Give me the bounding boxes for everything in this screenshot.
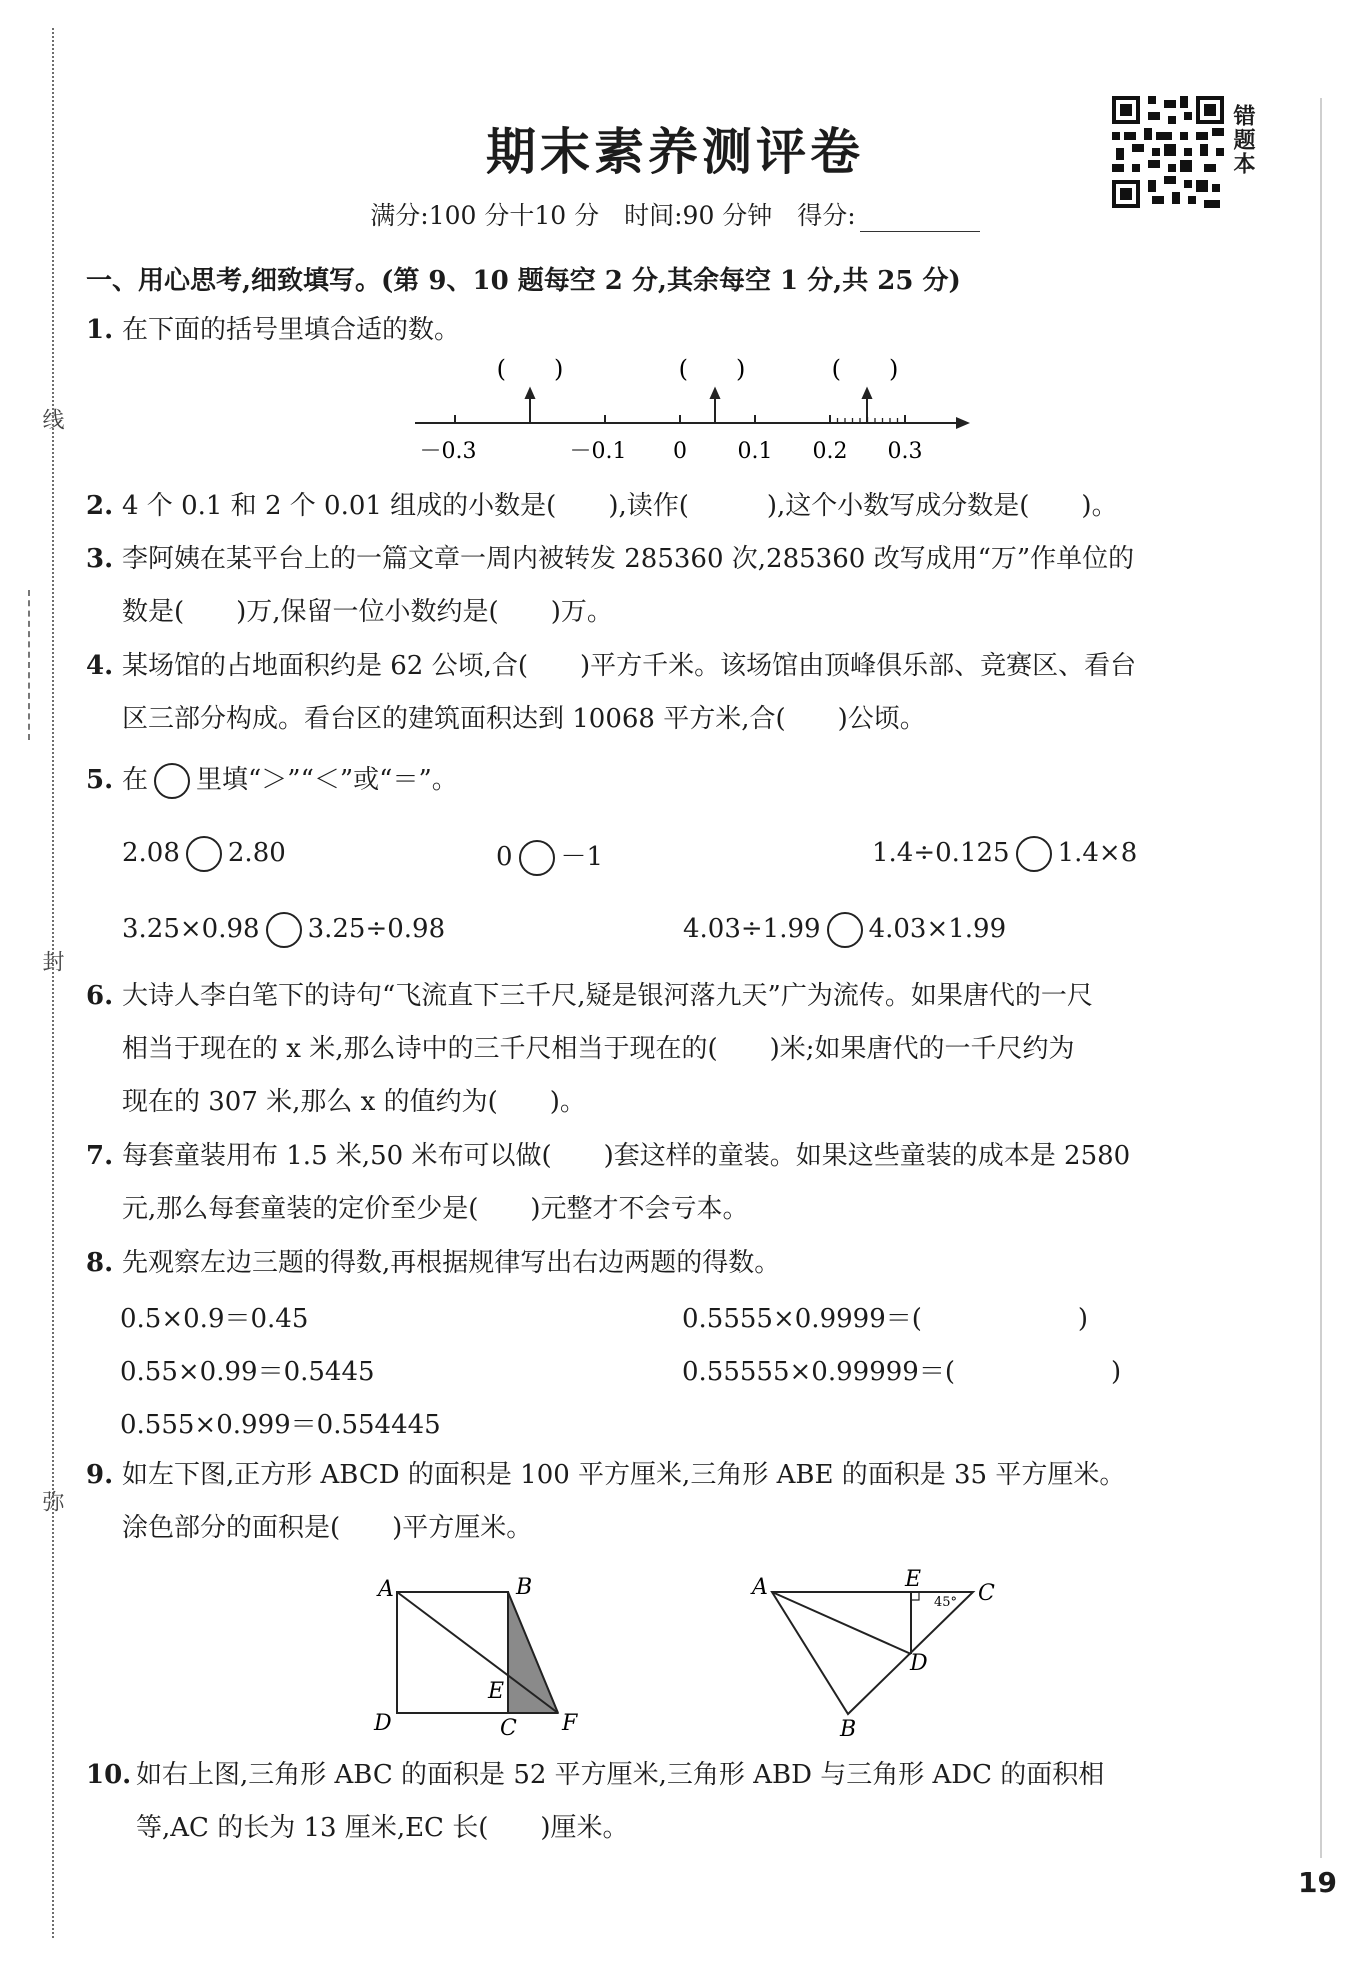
binding-char-feng: 封 <box>39 950 64 972</box>
question-text: 4 个 0.1 和 2 个 0.01 组成的小数是( ),读作( ),这个小数写成分数是( )。 <box>122 491 1118 521</box>
label-d: D <box>910 1651 928 1676</box>
question-text: 每套童装用布 1.5 米,50 米布可以做( )套这样的童装。如果这些童装的成本是 2580 <box>122 1141 1131 1171</box>
compare-circle-input[interactable] <box>519 840 555 876</box>
question-text: 李阿姨在某平台上的一篇文章一周内被转发 285360 次,285360 改写成用“万”作单位的 <box>122 544 1135 574</box>
compare-right: 2.80 <box>227 838 286 868</box>
question-6 <box>86 978 1093 1014</box>
score-info-text: 满分:100 分十10 分 时间:90 分钟 得分: <box>370 201 856 230</box>
question-number: 1. <box>86 315 114 345</box>
question-3 <box>86 541 1134 577</box>
question-7-continued: 元,那么每套童装的定价至少是( )元整才不会亏本。 <box>122 1194 749 1224</box>
angle-label: 45° <box>934 1595 958 1610</box>
question-number: 6. <box>86 981 114 1011</box>
question-10 <box>86 1757 1104 1793</box>
question-number: 8. <box>86 1248 114 1278</box>
pattern-answer-1[interactable]: 0.5555×0.9999＝( ) <box>682 1304 1089 1334</box>
compare-left: 0 <box>496 842 513 872</box>
question-number: 9. <box>86 1460 114 1490</box>
question-9 <box>86 1457 1125 1493</box>
question-text: 先观察左边三题的得数,再根据规律写出右边两题的得数。 <box>122 1248 781 1278</box>
compare-item-1 <box>122 836 286 872</box>
binding-char-xian: 线 <box>39 408 64 430</box>
label-f: F <box>562 1711 578 1736</box>
pattern-answer-2[interactable]: 0.55555×0.99999＝( ) <box>682 1357 1122 1387</box>
compare-circle-icon <box>154 763 190 799</box>
question-5 <box>86 762 458 799</box>
figure-triangle-abc <box>748 1568 1008 1743</box>
question-number: 10. <box>86 1760 132 1790</box>
score-blank[interactable] <box>860 209 980 232</box>
pattern-left-3: 0.555×0.999＝0.554445 <box>120 1410 441 1440</box>
label-b: B <box>840 1717 857 1742</box>
label-e: E <box>905 1568 922 1592</box>
tick-label: 0.3 <box>887 439 923 464</box>
compare-left: 3.25×0.98 <box>122 914 260 944</box>
question-1 <box>86 312 460 348</box>
compare-right: 1.4×8 <box>1057 838 1138 868</box>
tick-label: 0.2 <box>812 439 848 464</box>
question-text: 在 <box>122 765 149 795</box>
number-line <box>400 355 980 470</box>
label-a: A <box>752 1575 768 1600</box>
label-c: C <box>500 1716 517 1740</box>
compare-item-3 <box>872 836 1137 872</box>
page-title: 期末素养测评卷 <box>486 122 864 181</box>
compare-circle-input[interactable] <box>1016 836 1052 872</box>
compare-left: 4.03÷1.99 <box>683 914 821 944</box>
question-text: 大诗人李白笔下的诗句“飞流直下三千尺,疑是银河落九天”广为流传。如果唐代的一尺 <box>122 981 1093 1011</box>
tick-label: －0.3 <box>419 439 477 464</box>
pattern-left-1: 0.5×0.9＝0.45 <box>120 1304 309 1334</box>
label-c: C <box>978 1581 995 1606</box>
page-number: 19 <box>1298 1866 1337 1899</box>
label-d: D <box>374 1711 392 1736</box>
question-number: 3. <box>86 544 114 574</box>
qr-code-icon[interactable] <box>1112 96 1224 208</box>
qr-label: 错题本 <box>1230 104 1256 176</box>
question-text: 某场馆的占地面积约是 62 公顷,合( )平方千米。该场馆由顶峰俱乐部、竞赛区、看台 <box>122 651 1137 681</box>
compare-left: 2.08 <box>122 838 180 868</box>
label-b: B <box>516 1575 533 1600</box>
label-a: A <box>378 1577 394 1602</box>
answer-blank-3[interactable]: ( ) <box>831 355 899 383</box>
tick-label: 0.1 <box>737 439 773 464</box>
question-6-line-2: 相当于现在的 x 米,那么诗中的三千尺相当于现在的( )米;如果唐代的一千尺约为 <box>122 1034 1075 1064</box>
figure-square-abcd <box>368 1570 588 1740</box>
question-4 <box>86 648 1136 684</box>
compare-right: 4.03×1.99 <box>868 914 1007 944</box>
compare-circle-input[interactable] <box>266 912 302 948</box>
question-number: 7. <box>86 1141 114 1171</box>
question-3-continued: 数是( )万,保留一位小数约是( )万。 <box>122 597 613 627</box>
tick-label: 0 <box>673 439 687 464</box>
question-6-line-3: 现在的 307 米,那么 x 的值约为( )。 <box>122 1087 586 1117</box>
binding-tick-mark <box>28 590 32 740</box>
question-10-continued: 等,AC 的长为 13 厘米,EC 长( )厘米。 <box>136 1813 629 1843</box>
question-number: 4. <box>86 651 114 681</box>
question-4-continued: 区三部分构成。看台区的建筑面积达到 10068 平方米,合( )公顷。 <box>122 704 926 734</box>
question-number: 5. <box>86 765 114 795</box>
question-text: 如右上图,三角形 ABC 的面积是 52 平方厘米,三角形 ABD 与三角形 ADC 的面积相 <box>136 1760 1105 1790</box>
question-number: 2. <box>86 491 114 521</box>
compare-item-4 <box>122 912 445 948</box>
compare-item-5 <box>683 912 1006 948</box>
answer-blank-1[interactable]: ( ) <box>496 355 564 383</box>
question-text: 在下面的括号里填合适的数。 <box>122 315 461 345</box>
section-1-heading: 一、用心思考,细致填写。(第 9、10 题每空 2 分,其余每空 1 分,共 25 分) <box>86 266 961 296</box>
compare-left: 1.4÷0.125 <box>872 838 1010 868</box>
question-8 <box>86 1245 780 1281</box>
compare-right: －1 <box>560 842 604 872</box>
compare-circle-input[interactable] <box>827 912 863 948</box>
question-7 <box>86 1138 1130 1174</box>
compare-right: 3.25÷0.98 <box>307 914 446 944</box>
binding-char-mi: 弥 <box>39 1490 64 1512</box>
compare-circle-input[interactable] <box>186 836 222 872</box>
binding-dotted-line <box>52 28 54 1938</box>
tick-label: －0.1 <box>569 439 627 464</box>
question-text: 里填“＞”“＜”或“＝”。 <box>196 765 458 795</box>
pattern-left-2: 0.55×0.99＝0.5445 <box>120 1357 375 1387</box>
question-text: 如左下图,正方形 ABCD 的面积是 100 平方厘米,三角形 ABE 的面积是 35 平方厘米。 <box>122 1460 1126 1490</box>
question-9-continued: 涂色部分的面积是( )平方厘米。 <box>122 1513 533 1543</box>
right-margin-rule <box>1320 98 1322 1858</box>
answer-blank-2[interactable]: ( ) <box>678 355 746 383</box>
question-2 <box>86 488 1118 524</box>
label-e: E <box>488 1679 505 1704</box>
compare-item-2 <box>496 836 603 876</box>
